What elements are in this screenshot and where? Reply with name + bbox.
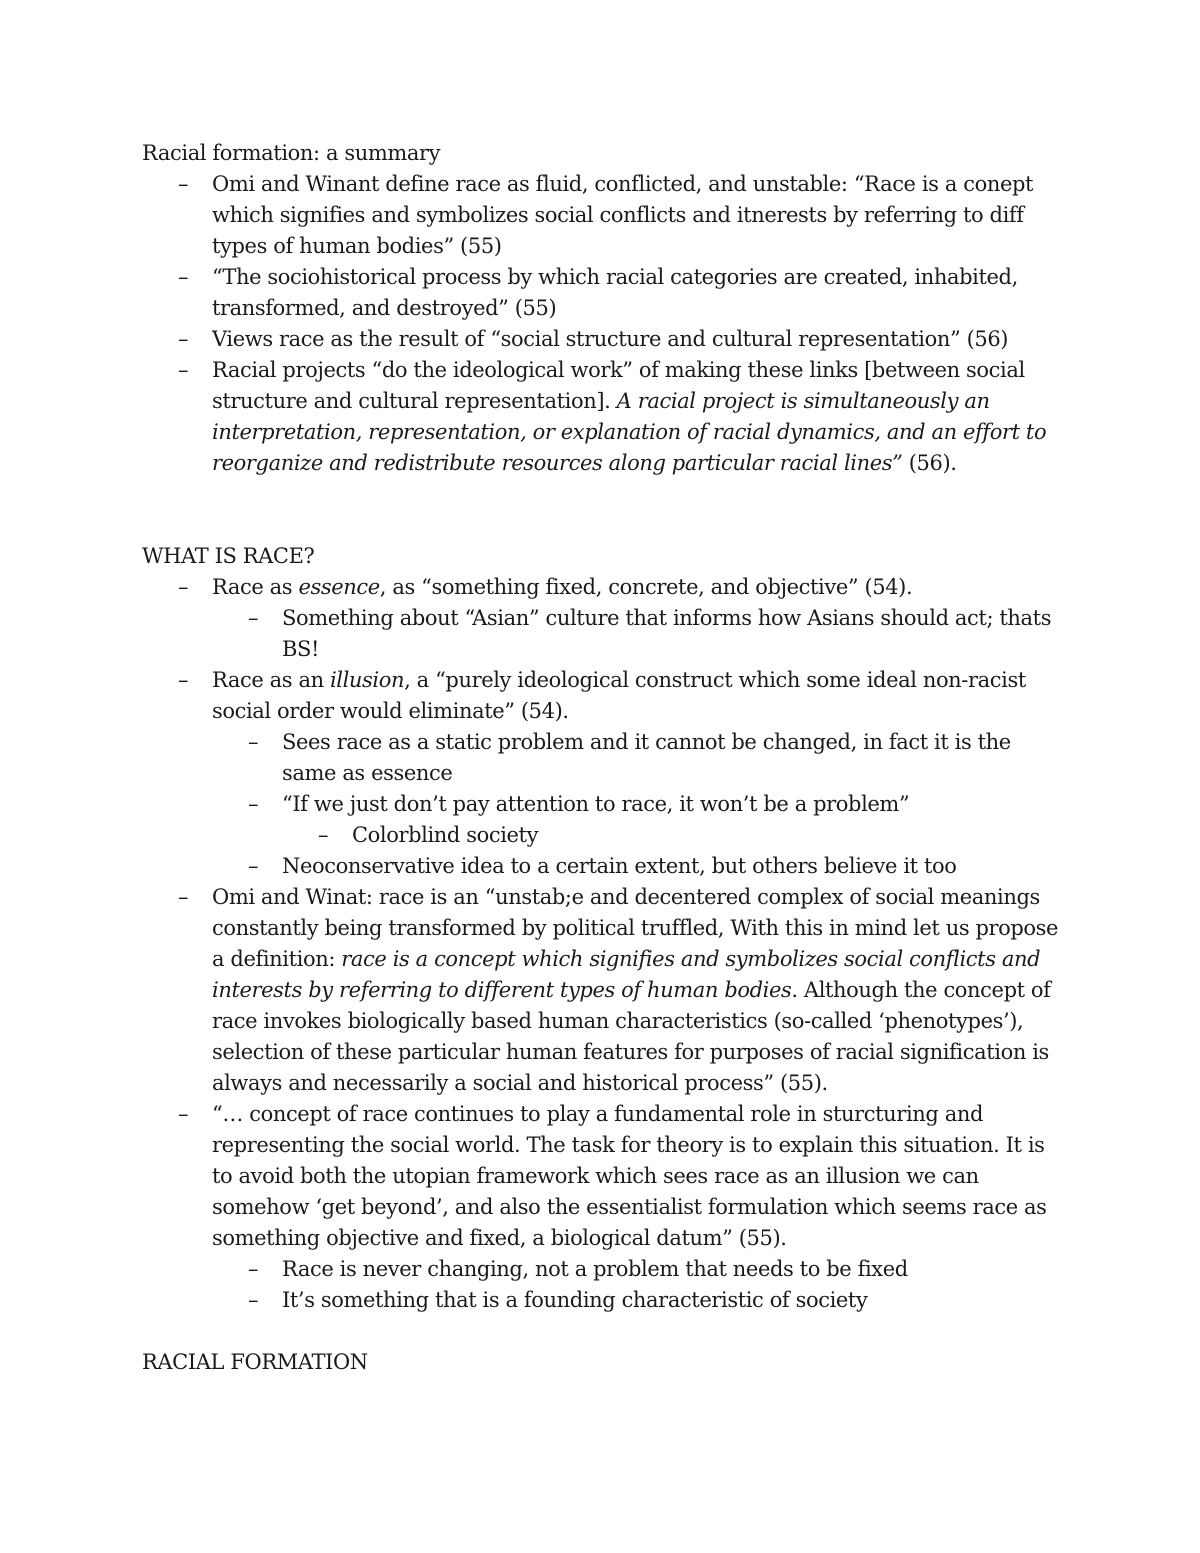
list-item	[142, 1099, 1062, 1316]
sub-sub-list-item	[142, 820, 1062, 851]
spacer	[142, 479, 1062, 541]
list-item-italic-text: essence	[298, 575, 380, 599]
list-item-text: Race as	[212, 575, 299, 599]
bullet-dash: –	[178, 358, 189, 382]
section-heading-what-is-race: WHAT IS RACE?	[142, 544, 315, 568]
section-heading-racial-formation: RACIAL FORMATION	[142, 1350, 368, 1374]
list-item-text: Omi and Winant define race as fluid, conflicted, and unstable: “Race is a conept which signifies and symbolizes social conflicts and itnerests by referring to diff types of human bodies” (55)	[212, 172, 1034, 258]
sub-list	[212, 1254, 1062, 1316]
sub-sub-list-item-text: Colorblind society	[352, 823, 539, 847]
sub-list-item	[142, 727, 1062, 789]
bullet-dash: –	[178, 575, 189, 599]
bullet-dash: –	[178, 885, 189, 909]
bullet-dash: –	[178, 265, 189, 289]
summary-list	[142, 169, 1062, 479]
document-page	[142, 138, 1062, 1378]
sub-list-item-text: It’s something that is a founding characteristic of society	[282, 1288, 868, 1312]
sub-list-item	[142, 1254, 1062, 1285]
bullet-dash: –	[178, 668, 189, 692]
list-item-text: . Although the concept of race invokes biologically based human characteristics (so-called ‘phenotypes’), selection of these particular human features for purposes of racial signification is always and necessarily a social and historical process” (55).	[212, 978, 1051, 1095]
sub-list-item-text: Sees race as a static problem and it cannot be changed, in fact it is the same as essence	[282, 730, 1011, 785]
bullet-dash: –	[248, 1288, 259, 1312]
bullet-dash: –	[248, 606, 259, 630]
list-item	[142, 572, 1062, 665]
sub-sub-list	[282, 820, 1062, 851]
bullet-dash: –	[248, 1257, 259, 1281]
bullet-dash: –	[178, 327, 189, 351]
section-heading-summary: Racial formation: a summary	[142, 141, 441, 165]
sub-list-item	[142, 789, 1062, 851]
list-item-text: Racial projects “do the ideological work” of making these links [between social structure and cultural representation].	[212, 358, 1025, 413]
sub-list-item-text: Race is never changing, not a problem that needs to be fixed	[282, 1257, 908, 1281]
sub-list-item-text: Something about “Asian” culture that informs how Asians should act; thats BS!	[282, 606, 1052, 661]
bullet-dash: –	[178, 1102, 189, 1126]
bullet-dash: –	[248, 792, 259, 816]
list-item-italic-text: A racial project is simultaneously an interpretation, representation, or explanation of racial dynamics, and an effort to reorganize and redistribute resources along particular racial lines”	[212, 389, 1047, 475]
list-item	[142, 262, 1062, 324]
sub-list-item	[142, 1285, 1062, 1316]
list-item-text: Views race as the result of “social structure and cultural representation” (56)	[212, 327, 1009, 351]
list-item	[142, 169, 1062, 262]
list-item-text: , a “purely ideological construct which some ideal non-racist social order would eliminate” (54).	[212, 668, 1026, 723]
list-item	[142, 355, 1062, 479]
list-item-italic-text: illusion	[329, 668, 405, 692]
bullet-dash: –	[248, 730, 259, 754]
list-item	[142, 665, 1062, 882]
list-item-text: , as “something fixed, concrete, and objective” (54).	[379, 575, 913, 599]
what-is-race-list	[142, 572, 1062, 1316]
sub-list-item	[142, 603, 1062, 665]
list-item	[142, 882, 1062, 1099]
sub-list-item-text: “If we just don’t pay attention to race, it won’t be a problem”	[282, 792, 910, 816]
list-item-text: (56).	[902, 451, 957, 475]
sub-list-item-text: Neoconservative idea to a certain extent, but others believe it too	[282, 854, 957, 878]
list-item	[142, 324, 1062, 355]
bullet-dash: –	[248, 854, 259, 878]
bullet-dash: –	[318, 823, 329, 847]
list-item-text: “… concept of race continues to play a fundamental role in sturcturing and representing the social world. The task for theory is to explain this situation. It is to avoid both the utopian framework which sees race as an illusion we can somehow ‘get beyond’, and also the essentialist formulation which seems race as something objective and fixed, a biological datum” (55).	[212, 1102, 1047, 1250]
list-item-text: Omi and Winat: race is an “unstab;e and decentered complex of social meanings constantly being transformed by political truffled, With this in mind let us propose a definition:	[212, 885, 1059, 971]
bullet-dash: –	[178, 172, 189, 196]
list-item-italic-text: race is a concept which signifies and symbolizes social conflicts and interests by referring to different types of human bodies	[212, 947, 1041, 1002]
list-item-text: Race as an	[212, 668, 330, 692]
sub-list	[212, 727, 1062, 882]
sub-list-item	[142, 851, 1062, 882]
spacer	[142, 1316, 1062, 1347]
list-item-text: “The sociohistorical process by which racial categories are created, inhabited, transformed, and destroyed” (55)	[212, 265, 1018, 320]
sub-list	[212, 603, 1062, 665]
